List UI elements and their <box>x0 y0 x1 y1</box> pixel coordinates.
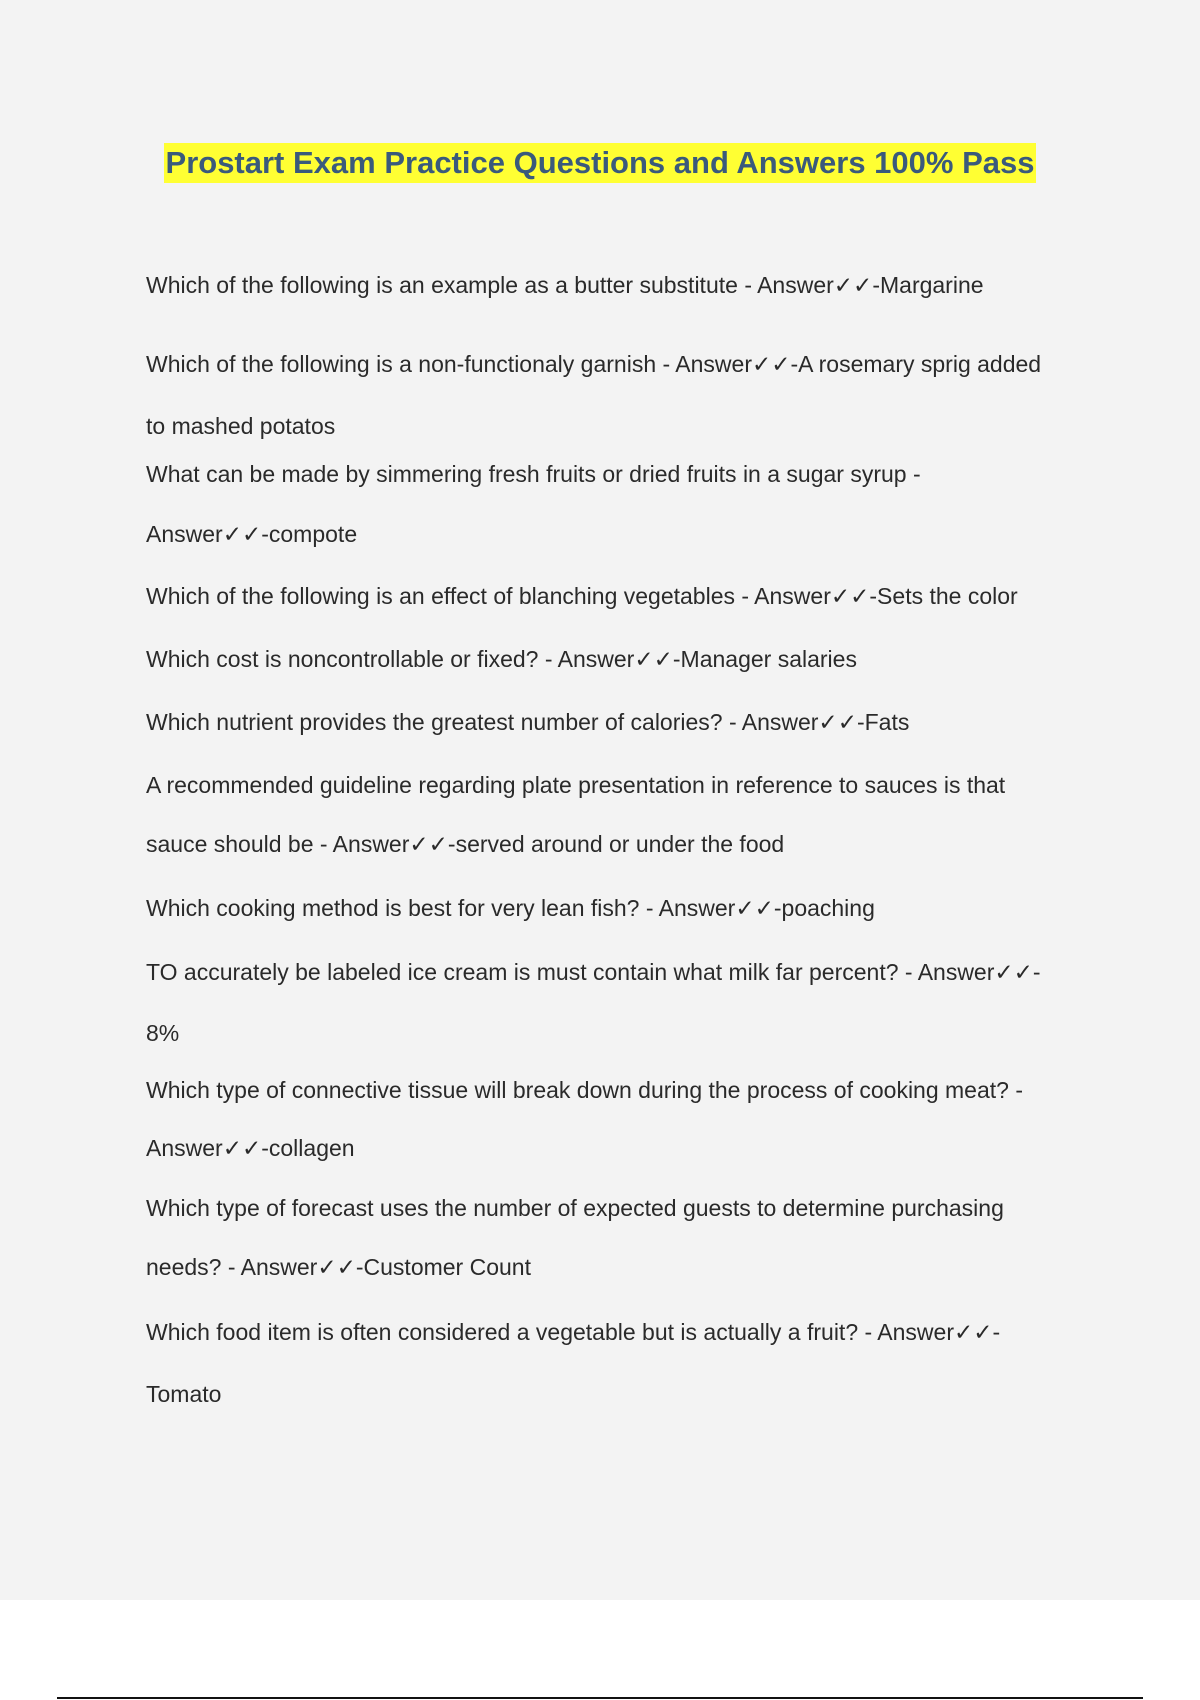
qa-item <box>146 270 1096 300</box>
qa-item <box>146 1075 1096 1163</box>
qa-line: to mashed potatos <box>146 413 336 439</box>
qa-item <box>146 893 1096 923</box>
qa-item <box>146 581 1096 611</box>
qa-line: Which cooking method is best for very lean fish? - Answer✓✓-poaching <box>146 895 875 921</box>
qa-line: needs? - Answer✓✓-Customer Count <box>146 1254 531 1280</box>
qa-item <box>146 644 1096 674</box>
qa-item <box>146 707 1096 737</box>
qa-line: What can be made by simmering fresh fruits or dried fruits in a sugar syrup - <box>146 461 921 487</box>
qa-item <box>146 349 1096 441</box>
qa-line: sauce should be - Answer✓✓-served around or under the food <box>146 831 785 857</box>
qa-item <box>146 1193 1096 1282</box>
qa-line: Which nutrient provides the greatest number of calories? - Answer✓✓-Fats <box>146 709 910 735</box>
qa-item <box>146 957 1096 1048</box>
qa-line: Which of the following is a non-functionaly garnish - Answer✓✓-A rosemary sprig added <box>146 351 1042 377</box>
qa-list <box>146 270 1096 1409</box>
qa-line: Answer✓✓-collagen <box>146 1135 355 1161</box>
qa-line: 8% <box>146 1020 180 1046</box>
document-title: Prostart Exam Practice Questions and Answers 100% Pass <box>164 143 1037 183</box>
qa-line: TO accurately be labeled ice cream is must contain what milk far percent? - Answer✓✓- <box>146 959 1041 985</box>
qa-line: Which cost is noncontrollable or fixed? - Answer✓✓-Manager salaries <box>146 646 857 672</box>
qa-line: Which of the following is an example as a butter substitute - Answer✓✓-Margarine <box>146 272 984 298</box>
qa-line: A recommended guideline regarding plate presentation in reference to sauces is that <box>146 772 1006 798</box>
qa-line: Which type of connective tissue will break down during the process of cooking meat? - <box>146 1077 1023 1103</box>
qa-line: Which type of forecast uses the number of expected guests to determine purchasing <box>146 1195 1004 1221</box>
page-footer <box>0 1600 1200 1700</box>
qa-line: Which food item is often considered a vegetable but is actually a fruit? - Answer✓✓- <box>146 1319 1001 1345</box>
qa-item <box>146 770 1096 859</box>
qa-item <box>146 1317 1096 1409</box>
qa-line: Which of the following is an effect of blanching vegetables - Answer✓✓-Sets the color <box>146 583 1018 609</box>
footer-divider <box>57 1697 1143 1699</box>
qa-item <box>146 459 1096 549</box>
title-wrap <box>0 143 1200 183</box>
qa-line: Tomato <box>146 1381 222 1407</box>
qa-line: Answer✓✓-compote <box>146 521 358 547</box>
